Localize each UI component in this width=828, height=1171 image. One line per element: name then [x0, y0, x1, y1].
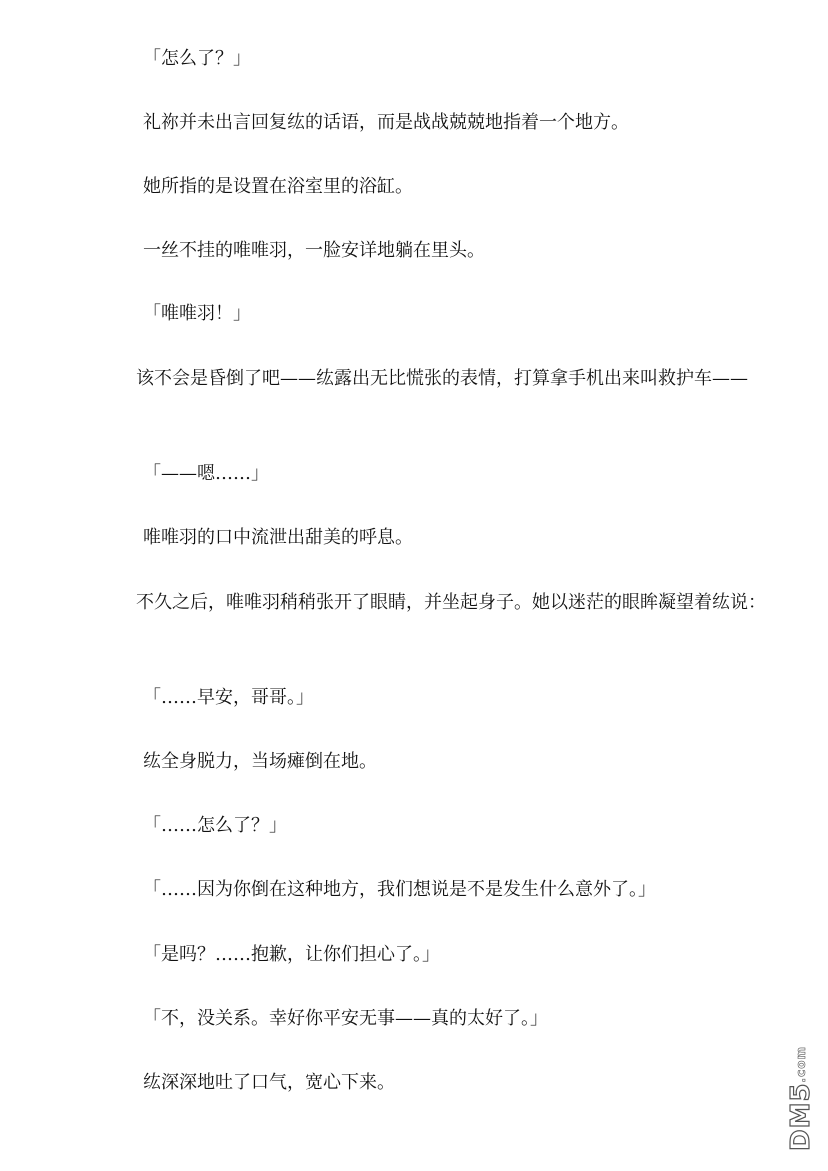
paragraph: 不久之后，唯唯羽稍稍张开了眼睛，并坐起身子。她以迷茫的眼眸凝望着纮说：	[100, 592, 766, 613]
paragraph: 「……因为你倒在这种地方，我们想说是不是发生什么意外了。」	[143, 879, 656, 900]
paragraph: 纮深深地吐了口气，宽心下来。	[143, 1072, 395, 1093]
paragraph: 「唯唯羽！」	[143, 303, 251, 324]
paragraph: 「……怎么了？」	[143, 815, 287, 836]
paragraph: 「——嗯……」	[143, 463, 269, 484]
site-watermark-logo	[784, 1031, 818, 1151]
paragraph: 「怎么了？」	[143, 48, 251, 69]
paragraph: 一丝不挂的唯唯羽，一脸安详地躺在里头。	[143, 240, 485, 261]
paragraph: 纮全身脱力，当场瘫倒在地。	[143, 751, 377, 772]
watermark-text: $DM5^{.com}$	[786, 1046, 816, 1151]
paragraph: 「是吗？……抱歉，让你们担心了。」	[143, 944, 440, 965]
paragraph: 她所指的是设置在浴室里的浴缸。	[143, 176, 413, 197]
paragraph: 礼祢并未出言回复纮的话语，而是战战兢兢地指着一个地方。	[143, 112, 629, 133]
paragraph: 唯唯羽的口中流泄出甜美的呼息。	[143, 527, 413, 548]
paragraph: 「不，没关系。幸好你平安无事——真的太好了。」	[143, 1008, 548, 1029]
paragraph: 「……早安，哥哥。」	[143, 687, 314, 708]
paragraph: 该不会是昏倒了吧——纮露出无比慌张的表情，打算拿手机出来叫救护车——	[100, 368, 748, 389]
